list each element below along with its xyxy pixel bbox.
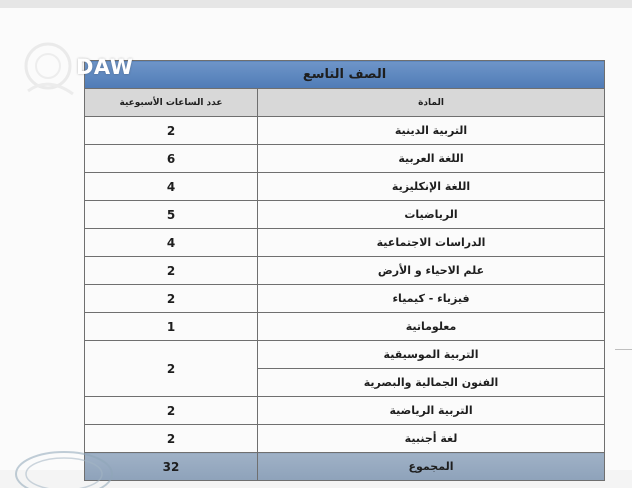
hours-cell: 1 bbox=[85, 313, 258, 341]
hours-cell: 4 bbox=[85, 229, 258, 257]
hours-cell: 2 bbox=[85, 425, 258, 453]
subject-cell: التربية الموسيقية bbox=[258, 341, 605, 369]
table-row bbox=[85, 229, 605, 257]
subject-cell: اللغة العربية bbox=[258, 145, 605, 173]
brand-logo: DAW bbox=[76, 55, 134, 79]
table-row bbox=[85, 173, 605, 201]
table-row bbox=[85, 313, 605, 341]
total-hours: 32 bbox=[85, 453, 258, 481]
table-row bbox=[85, 201, 605, 229]
hours-cell-merged: 2 bbox=[85, 341, 258, 397]
title-row bbox=[85, 61, 605, 89]
table-row bbox=[85, 257, 605, 285]
hours-cell: 2 bbox=[85, 397, 258, 425]
hours-cell: 5 bbox=[85, 201, 258, 229]
subject-cell: الفنون الجمالية والبصرية bbox=[258, 369, 605, 397]
subject-cell: معلوماتية bbox=[258, 313, 605, 341]
stamp-seal-icon bbox=[4, 448, 124, 488]
header-weekly-hours: عدد الساعات الأسبوعية bbox=[85, 89, 258, 117]
subject-cell: الرياضيات bbox=[258, 201, 605, 229]
header-row bbox=[85, 89, 605, 117]
hours-cell: 2 bbox=[85, 117, 258, 145]
table-row bbox=[85, 397, 605, 425]
subject-cell: لغة أجنبية bbox=[258, 425, 605, 453]
subject-cell: التربية الدينية bbox=[258, 117, 605, 145]
subject-cell: الدراسات الاجتماعية bbox=[258, 229, 605, 257]
table-row bbox=[85, 145, 605, 173]
total-row bbox=[85, 453, 605, 481]
subject-cell: علم الاحياء و الأرض bbox=[258, 257, 605, 285]
table-row bbox=[85, 425, 605, 453]
total-label: المجموع bbox=[258, 453, 605, 481]
subject-cell: فيزياء - كيمياء bbox=[258, 285, 605, 313]
hours-cell: 6 bbox=[85, 145, 258, 173]
hours-cell: 2 bbox=[85, 257, 258, 285]
table-row bbox=[85, 285, 605, 313]
header-subject: المادة bbox=[258, 89, 605, 117]
page-edge-mark bbox=[615, 349, 632, 350]
subject-cell: التربية الرياضية bbox=[258, 397, 605, 425]
table-title: الصف التاسع bbox=[85, 61, 605, 89]
hours-cell: 2 bbox=[85, 285, 258, 313]
subjects-hours-table bbox=[84, 60, 605, 481]
table-row-merged bbox=[85, 341, 605, 369]
subject-cell: اللغة الإنكليزية bbox=[258, 173, 605, 201]
hours-cell: 4 bbox=[85, 173, 258, 201]
table-row bbox=[85, 117, 605, 145]
